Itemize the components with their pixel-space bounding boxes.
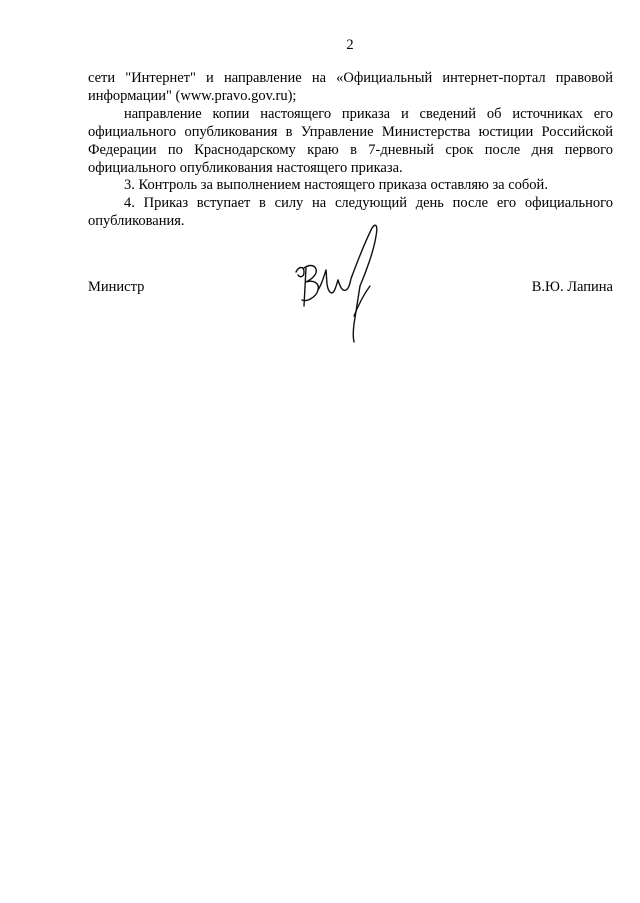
- signer-name: В.Ю. Лапина: [531, 279, 613, 295]
- document-body: [88, 70, 613, 231]
- signer-position: Министр: [88, 279, 145, 295]
- paragraph-internet-portal: сети "Интернет" и направление на «Официальный интернет-портал правовой информации" (www.pravo.gov.ru);: [88, 70, 613, 104]
- page-number: 2: [346, 37, 354, 53]
- paragraph-entry-into-force: 4. Приказ вступает в силу на следующий день после его официального опубликования.: [88, 195, 613, 230]
- paragraph-control: 3. Контроль за выполнением настоящего приказа оставляю за собой.: [124, 177, 548, 194]
- handwritten-signature: [292, 220, 392, 345]
- paragraph-ministry-of-justice: направление копии настоящего приказа и сведений об источниках его официального опубликования в Управление Министерства юстиции Российской Федерации по Краснодарскому краю в 7-дневный срок после дня первого официального опубликования настоящего приказа.: [88, 105, 613, 176]
